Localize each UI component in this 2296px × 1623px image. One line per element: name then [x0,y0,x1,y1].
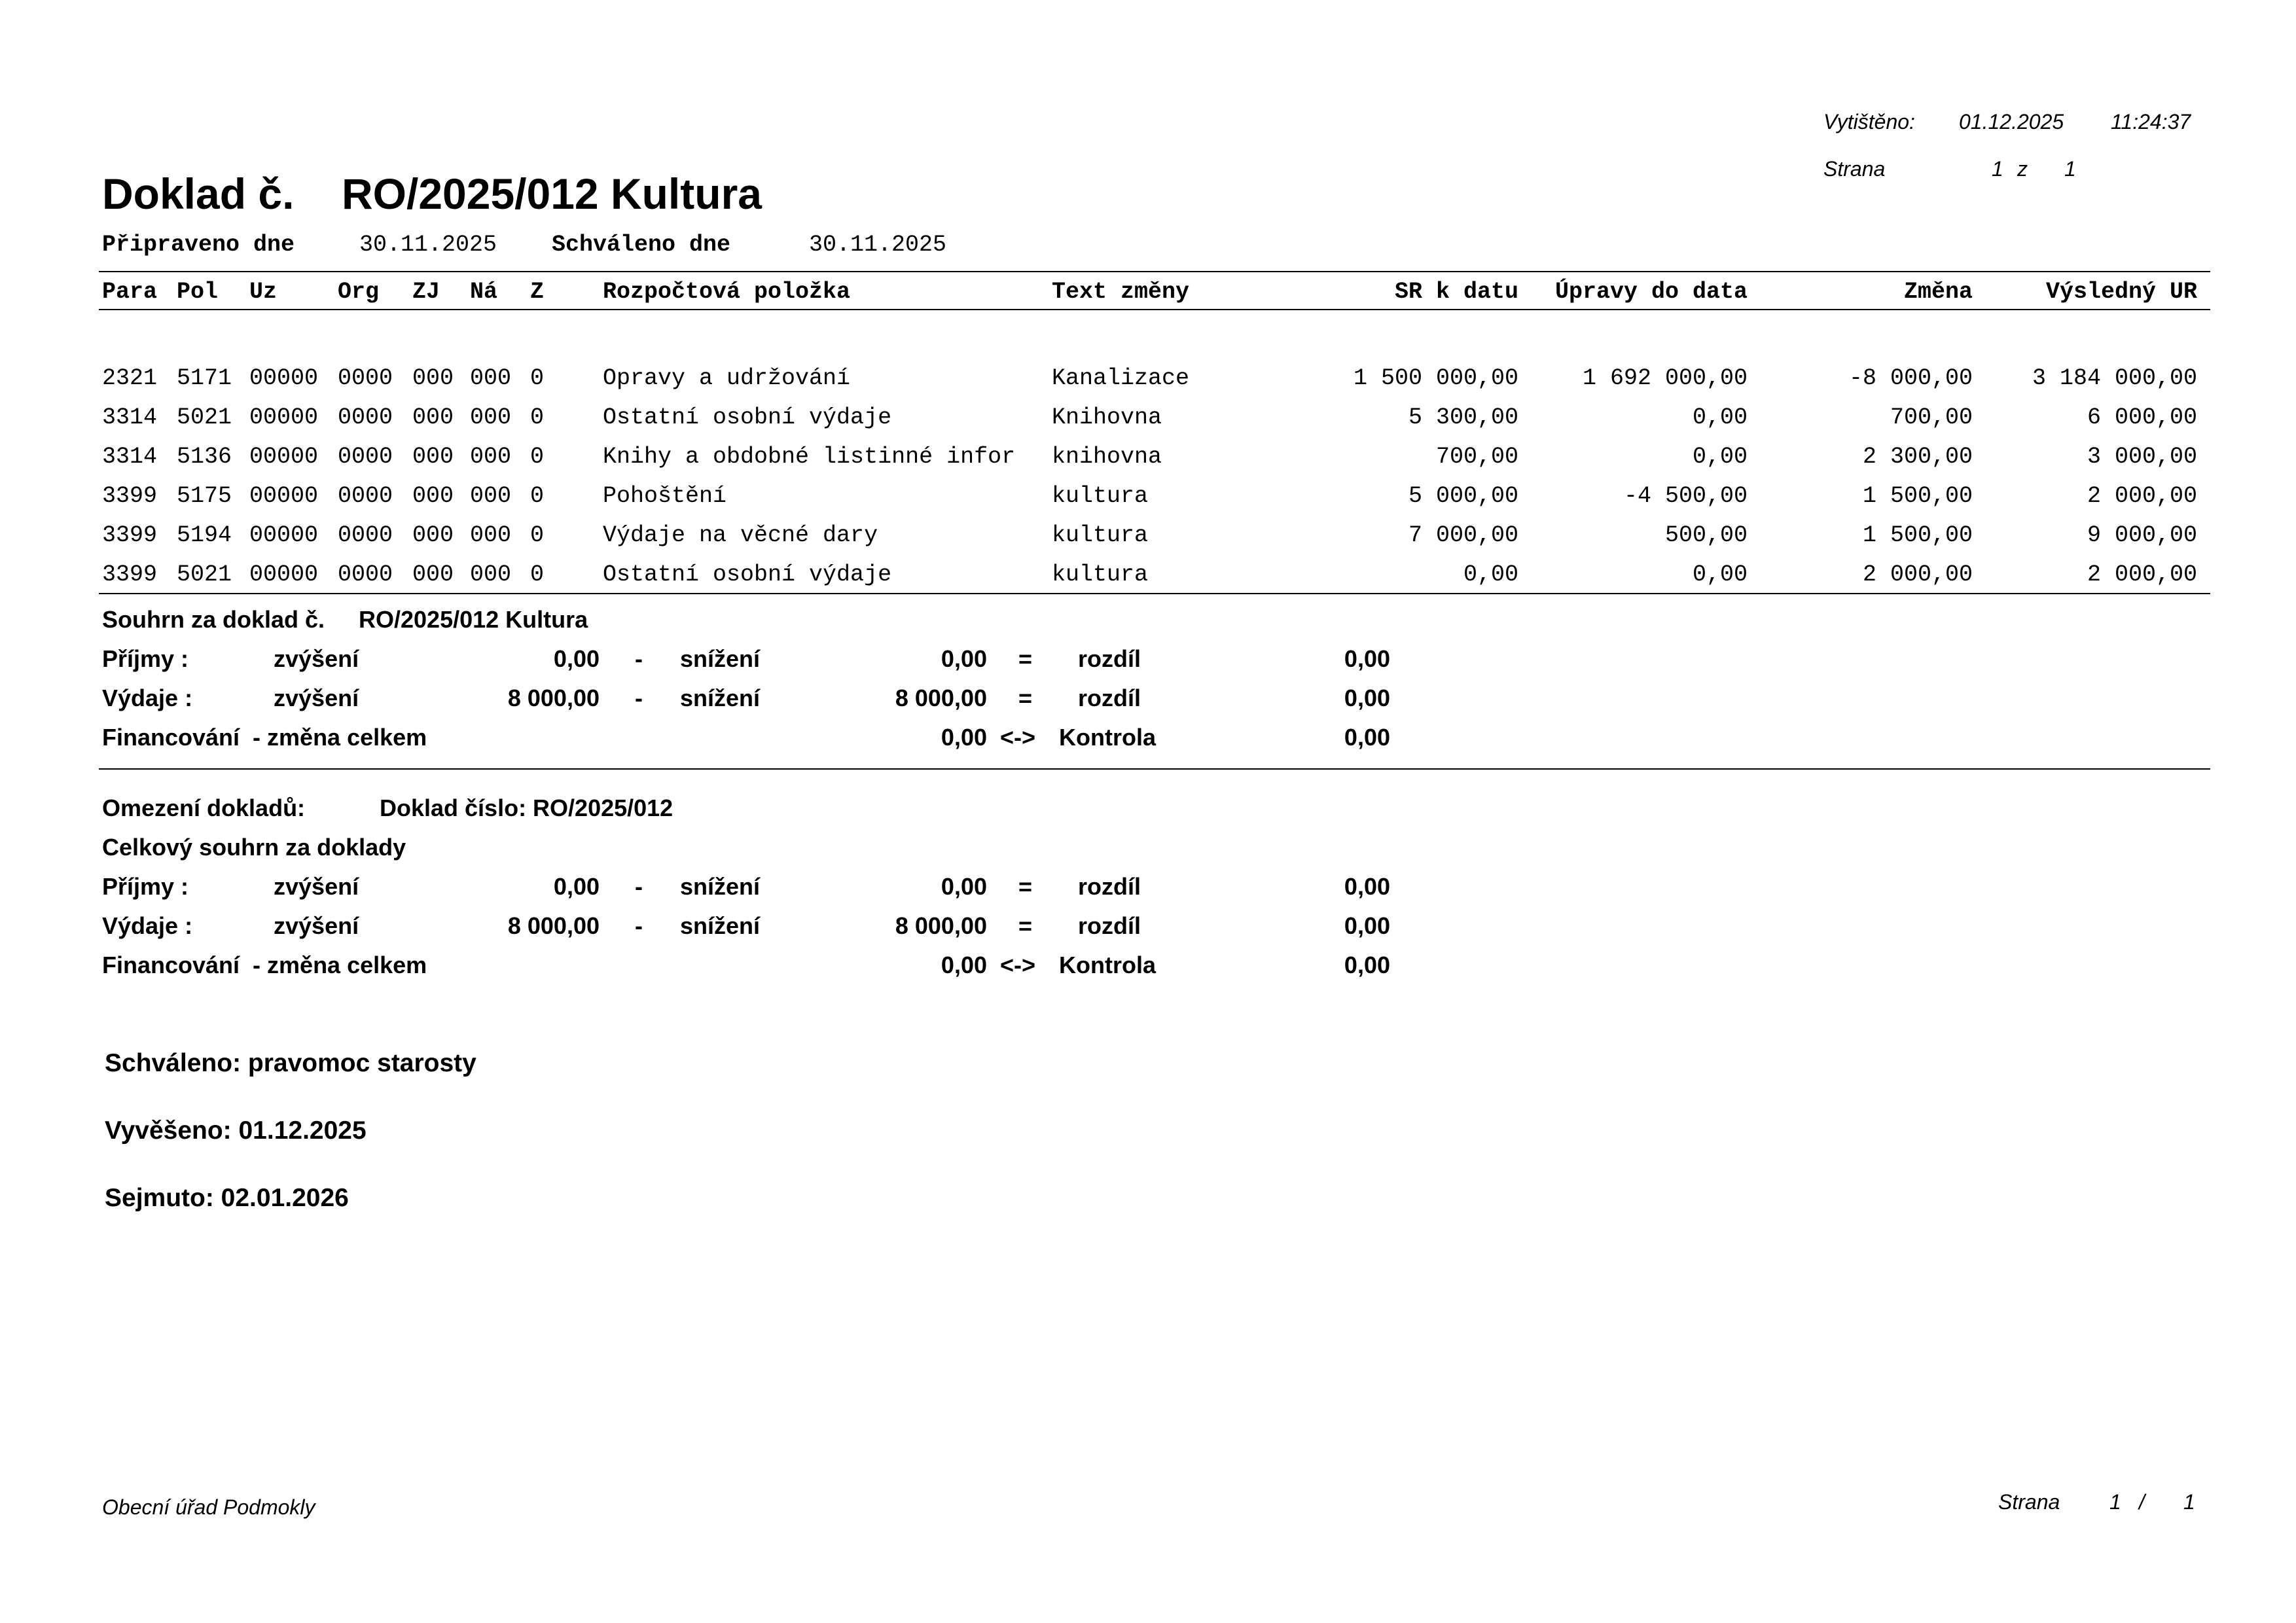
cell-sr: 5 300,00 [1408,404,1518,431]
decrease-label: snížení [680,912,761,939]
doc-label: Doklad č. [102,169,295,218]
row-label: Příjmy : [102,645,189,672]
cell-upravy: 0,00 [1692,404,1748,431]
cell-zj: 000 [412,483,454,509]
decrease-value: 0,00 [941,873,987,900]
cell-pol: 5194 [177,522,232,548]
cell-z: 0 [530,404,545,431]
printed-date: 01.12.2025 [1959,110,2064,134]
cell-uz: 00000 [249,562,319,588]
difference-value: 0,00 [1344,685,1390,711]
cell-org: 0000 [338,522,393,548]
printed-time: 11:24:37 [2111,110,2191,134]
decrease-value: 0,00 [941,645,987,672]
cell-para: 3399 [102,522,158,548]
financing-arrow: <-> [1000,724,1036,751]
footer-page-slash: / [2139,1490,2145,1514]
difference-label: rozdíl [1078,645,1141,672]
increase-value: 8 000,00 [507,912,600,939]
office-name: Obecní úřad Podmokly [102,1495,315,1519]
cell-uz: 00000 [249,365,319,391]
footer-page-label: Strana [1998,1490,2060,1514]
cell-zmena: 2 000,00 [1862,562,1973,588]
cell-pol: 5021 [177,562,232,588]
summary-divider [99,768,2210,770]
increase-label: zvýšení [274,645,359,672]
decrease-label: snížení [680,873,761,900]
cell-text: Kanalizace [1052,365,1190,391]
check-value: 0,00 [1344,724,1390,751]
cell-org: 0000 [338,365,393,391]
cell-sr: 7 000,00 [1408,522,1518,548]
prepared-label: Připraveno dne [102,232,295,258]
col-pol: Pol [177,279,219,305]
cell-text: Knihovna [1052,404,1162,431]
limit-label: Omezení dokladů: [102,794,306,821]
row-label: Výdaje : [102,685,193,711]
difference-label: rozdíl [1078,912,1141,939]
col-org: Org [338,279,380,305]
page-current: 1 [1992,157,2003,181]
printed-label: Vytištěno: [1823,110,1915,134]
cell-na: 000 [470,562,512,588]
cell-org: 0000 [338,444,393,470]
page-total: 1 [2064,157,2076,181]
row-label: Výdaje : [102,912,193,939]
cell-upravy: 0,00 [1692,562,1748,588]
cell-zj: 000 [412,562,454,588]
table-header-rule [99,309,2210,310]
cell-upravy: 1 692 000,00 [1582,365,1748,391]
cell-org: 0000 [338,562,393,588]
cell-text: kultura [1052,562,1149,588]
page-of: z [2017,157,2028,181]
cell-zj: 000 [412,522,454,548]
col-z: Z [530,279,545,305]
table-top-rule [99,271,2210,272]
minus-sign: - [635,685,643,711]
cell-ur: 6 000,00 [2087,404,2197,431]
total-title: Celkový souhrn za doklady [102,834,406,861]
cell-uz: 00000 [249,444,319,470]
cell-na: 000 [470,404,512,431]
footer-page-total: 1 [2183,1490,2195,1514]
cell-z: 0 [530,522,545,548]
equals-sign: = [1018,873,1033,900]
check-value: 0,00 [1344,952,1390,978]
difference-value: 0,00 [1344,912,1390,939]
cell-ur: 2 000,00 [2087,483,2197,509]
cell-sr: 1 500 000,00 [1353,365,1518,391]
cell-zmena: 700,00 [1890,404,1973,431]
cell-zmena: 1 500,00 [1862,522,1973,548]
col-na: Ná [470,279,498,305]
equals-sign: = [1018,685,1033,711]
approved-label: Schváleno dne [552,232,731,258]
cell-uz: 00000 [249,404,319,431]
cell-para: 3314 [102,444,158,470]
posted-note: Vyvěšeno: 01.12.2025 [105,1116,367,1145]
financing-arrow: <-> [1000,952,1036,978]
increase-value: 0,00 [553,645,600,672]
financing-label: Financování - změna celkem [102,952,427,978]
decrease-label: snížení [680,685,761,711]
difference-value: 0,00 [1344,873,1390,900]
cell-text: kultura [1052,483,1149,509]
decrease-value: 8 000,00 [895,912,987,939]
approved-date: 30.11.2025 [809,232,947,258]
cell-zmena: -8 000,00 [1848,365,1973,391]
cell-para: 3399 [102,483,158,509]
cell-text: knihovna [1052,444,1162,470]
cell-ur: 3 000,00 [2087,444,2197,470]
increase-label: zvýšení [274,685,359,711]
cell-pol: 5175 [177,483,232,509]
cell-na: 000 [470,444,512,470]
col-upravy: Úpravy do data [1554,279,1748,305]
increase-label: zvýšení [274,873,359,900]
cell-z: 0 [530,562,545,588]
cell-org: 0000 [338,483,393,509]
minus-sign: - [635,873,643,900]
cell-item: Ostatní osobní výdaje [603,404,892,431]
cell-text: kultura [1052,522,1149,548]
col-uz: Uz [249,279,278,305]
decrease-label: snížení [680,645,761,672]
cell-zj: 000 [412,404,454,431]
cell-z: 0 [530,365,545,391]
cell-para: 3314 [102,404,158,431]
cell-sr: 0,00 [1463,562,1518,588]
cell-ur: 2 000,00 [2087,562,2197,588]
cell-ur: 9 000,00 [2087,522,2197,548]
cell-item: Pohoštění [603,483,727,509]
cell-na: 000 [470,365,512,391]
increase-value: 8 000,00 [507,685,600,711]
cell-item: Knihy a obdobné listinné infor [603,444,1016,470]
cell-upravy: 0,00 [1692,444,1748,470]
approved-note: Schváleno: pravomoc starosty [105,1049,476,1077]
cell-para: 2321 [102,365,158,391]
doc-number: RO/2025/012 Kultura [342,169,762,218]
financing-value: 0,00 [941,952,987,978]
prepared-date: 30.11.2025 [359,232,497,258]
col-text: Text změny [1052,279,1190,305]
summary-title-label: Souhrn za doklad č. [102,606,325,633]
cell-zj: 000 [412,365,454,391]
check-label: Kontrola [1059,952,1156,978]
col-ur: Výsledný UR [2045,279,2197,305]
cell-na: 000 [470,522,512,548]
decrease-value: 8 000,00 [895,685,987,711]
limit-value: Doklad číslo: RO/2025/012 [380,794,673,821]
equals-sign: = [1018,912,1033,939]
cell-item: Opravy a udržování [603,365,851,391]
removed-note: Sejmuto: 02.01.2026 [105,1184,349,1212]
cell-uz: 00000 [249,483,319,509]
cell-ur: 3 184 000,00 [2032,365,2197,391]
summary-title-number: RO/2025/012 Kultura [359,606,588,633]
minus-sign: - [635,912,643,939]
check-label: Kontrola [1059,724,1156,751]
cell-zmena: 2 300,00 [1862,444,1973,470]
table-bottom-rule [99,593,2210,594]
col-zj: ZJ [412,279,440,305]
col-para: Para [102,279,158,305]
cell-z: 0 [530,444,545,470]
footer-page-current: 1 [2109,1490,2121,1514]
cell-z: 0 [530,483,545,509]
difference-value: 0,00 [1344,645,1390,672]
cell-pol: 5021 [177,404,232,431]
col-zmena: Změna [1903,279,1973,305]
equals-sign: = [1018,645,1033,672]
cell-zmena: 1 500,00 [1862,483,1973,509]
cell-sr: 5 000,00 [1408,483,1518,509]
difference-label: rozdíl [1078,685,1141,711]
col-sr: SR k datu [1394,279,1518,305]
row-label: Příjmy : [102,873,189,900]
cell-para: 3399 [102,562,158,588]
cell-pol: 5136 [177,444,232,470]
cell-pol: 5171 [177,365,232,391]
col-item: Rozpočtová položka [603,279,851,305]
page-label: Strana [1823,157,1886,181]
financing-label: Financování - změna celkem [102,724,427,751]
minus-sign: - [635,645,643,672]
cell-upravy: 500,00 [1664,522,1748,548]
cell-sr: 700,00 [1435,444,1518,470]
cell-uz: 00000 [249,522,319,548]
cell-upravy: -4 500,00 [1623,483,1748,509]
financing-value: 0,00 [941,724,987,751]
increase-label: zvýšení [274,912,359,939]
cell-org: 0000 [338,404,393,431]
increase-value: 0,00 [553,873,600,900]
cell-item: Výdaje na věcné dary [603,522,878,548]
cell-item: Ostatní osobní výdaje [603,562,892,588]
cell-na: 000 [470,483,512,509]
difference-label: rozdíl [1078,873,1141,900]
cell-zj: 000 [412,444,454,470]
